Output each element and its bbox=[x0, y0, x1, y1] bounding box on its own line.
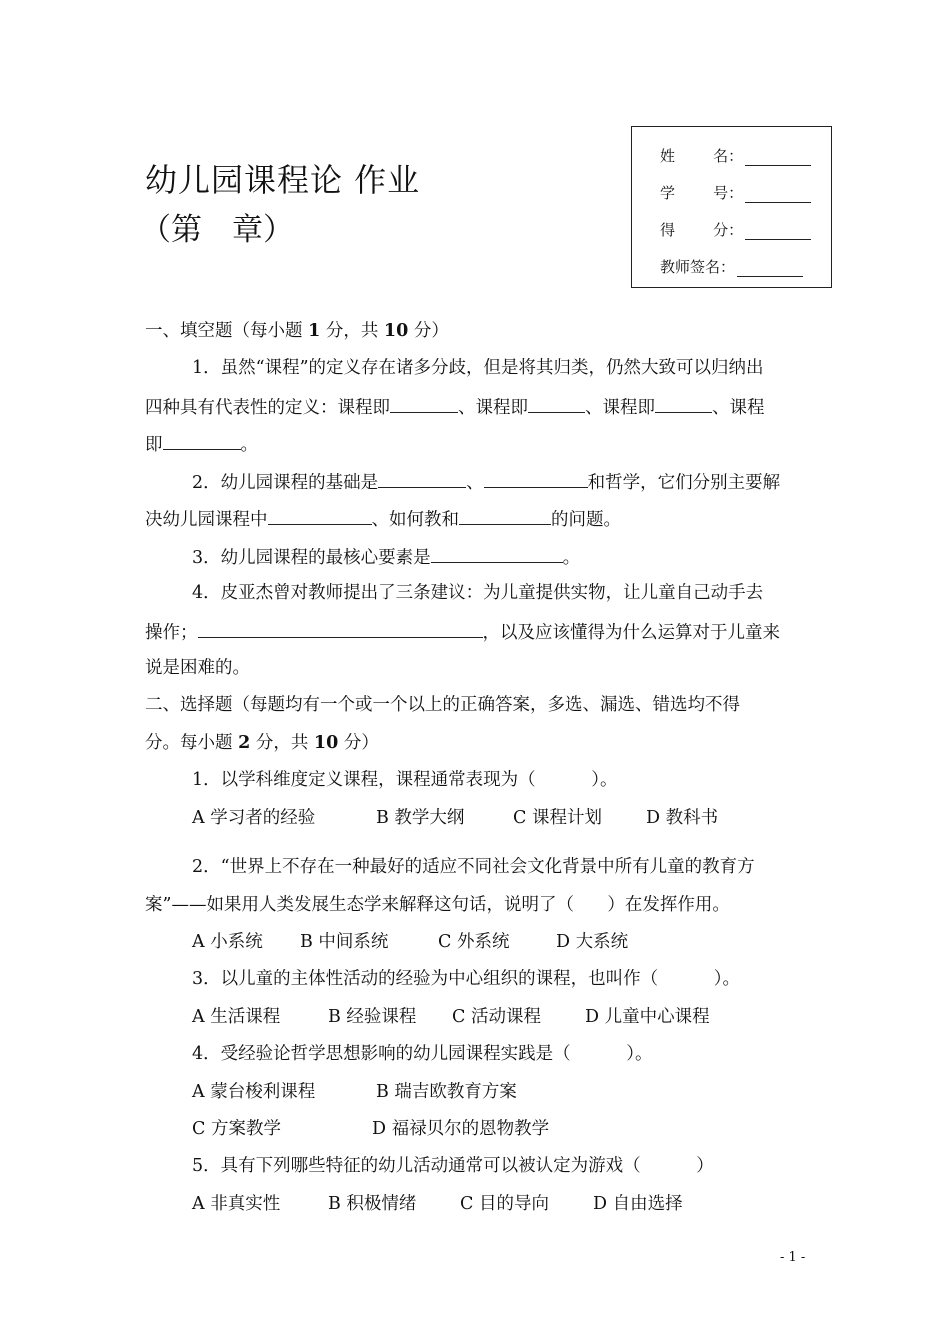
s1-q1-blank-4[interactable] bbox=[163, 432, 241, 450]
s1-q1-text-f: 。 bbox=[240, 435, 258, 455]
s1-q2-text-a: 2．幼儿园课程的基础是 bbox=[192, 473, 379, 493]
page-title: 幼儿园课程论 作业 bbox=[145, 161, 421, 199]
s2-q4-option-b[interactable]: B 瑞吉欧教育方案 bbox=[376, 1082, 517, 1102]
s1-q2-text-e: 、如何教和 bbox=[371, 510, 459, 530]
s2-q5-option-a[interactable]: A 非真实性 bbox=[192, 1194, 281, 1214]
s2-q4-option-a[interactable]: A 蒙台梭利课程 bbox=[192, 1082, 316, 1102]
section1-per-score: 1 bbox=[308, 321, 321, 341]
s1-q4-blank-1[interactable] bbox=[198, 620, 483, 638]
s2-q2-option-c[interactable]: C 外系统 bbox=[438, 932, 510, 952]
s1-q2-text-f: 的问题。 bbox=[551, 510, 621, 530]
s1-q1-text-d: 、课程 bbox=[712, 398, 765, 418]
section1-heading-mid: 分，共 bbox=[320, 321, 384, 341]
s2-q5-stem: 5．具有下列哪些特征的幼儿活动通常可以被认定为游戏（ ） bbox=[192, 1156, 714, 1176]
s1-q2-blank-4[interactable] bbox=[459, 507, 551, 525]
s1-q2-line1 bbox=[192, 470, 780, 494]
s2-q2-option-b[interactable]: B 中间系统 bbox=[300, 932, 389, 952]
s1-q1-text-a: 四种具有代表性的定义：课程即 bbox=[145, 398, 390, 418]
s2-q1-option-a[interactable]: A 学习者的经验 bbox=[192, 808, 316, 828]
s2-q1-option-c[interactable]: C 课程计划 bbox=[513, 808, 602, 828]
s2-q4-option-c[interactable]: C 方案教学 bbox=[192, 1119, 281, 1139]
s1-q2-text-c: 和哲学，它们分别主要解 bbox=[587, 473, 781, 493]
s1-q4-text-a: 操作； bbox=[145, 623, 198, 643]
s2-q2-stem-line1: 2．“世界上不存在一种最好的适应不同社会文化背景中所有儿童的教育方 bbox=[192, 857, 755, 877]
s2-q3-option-a[interactable]: A 生活课程 bbox=[192, 1007, 281, 1027]
section1-heading-end: 分） bbox=[408, 321, 449, 341]
section2-heading-end: 分） bbox=[338, 733, 379, 753]
s2-q1-option-b[interactable]: B 教学大纲 bbox=[376, 808, 465, 828]
s1-q3-line1 bbox=[192, 545, 580, 569]
s1-q1-blank-1[interactable] bbox=[390, 395, 458, 413]
s2-q2-option-d[interactable]: D 大系统 bbox=[556, 932, 629, 952]
s1-q4-text-b: ，以及应该懂得为什么运算对于儿童来 bbox=[482, 623, 780, 643]
s2-q3-option-d[interactable]: D 儿童中心课程 bbox=[585, 1007, 710, 1027]
score-blank[interactable] bbox=[745, 223, 811, 240]
s1-q1-blank-2[interactable] bbox=[528, 395, 585, 413]
section2-heading-mid: 分，共 bbox=[250, 733, 314, 753]
s2-q3-option-b[interactable]: B 经验课程 bbox=[328, 1007, 417, 1027]
s1-q1-line1: 1．虽然“课程”的定义存在诸多分歧，但是将其归类，仍然大致可以归纳出 bbox=[192, 358, 764, 378]
s1-q2-blank-1[interactable] bbox=[378, 470, 466, 488]
s2-q3-stem: 3．以儿童的主体性活动的经验为中心组织的课程，也叫作（ ）。 bbox=[192, 969, 741, 989]
s1-q1-line3 bbox=[145, 432, 258, 456]
s2-q1-stem: 1．以学科维度定义课程，课程通常表现为（ ）。 bbox=[192, 770, 618, 790]
chapter-label bbox=[140, 204, 294, 249]
s1-q2-text-d: 决幼儿园课程中 bbox=[145, 510, 268, 530]
s1-q4-line1: 4．皮亚杰曾对教师提出了三条建议：为儿童提供实物，让儿童自己动手去 bbox=[192, 583, 764, 603]
section2-total-score: 10 bbox=[313, 733, 339, 753]
s2-q2-option-a[interactable]: A 小系统 bbox=[192, 932, 263, 952]
s2-q1-option-d[interactable]: D 教科书 bbox=[646, 808, 719, 828]
s1-q3-text-a: 3．幼儿园课程的最核心要素是 bbox=[192, 548, 431, 568]
score-label: 得 分： bbox=[660, 221, 744, 239]
s1-q2-text-b: 、 bbox=[466, 473, 484, 493]
s1-q4-line3: 说是困难的。 bbox=[145, 658, 250, 678]
student-id-label: 学 号： bbox=[660, 184, 744, 202]
section2-heading-line2 bbox=[145, 732, 379, 754]
student-id-blank[interactable] bbox=[745, 186, 811, 203]
section2-heading-line1: 二、选择题（每题均有一个或一个以上的正确答案，多选、漏选、错选均不得 bbox=[145, 695, 740, 715]
page-number: - 1 - bbox=[780, 1250, 806, 1265]
s1-q3-text-b: 。 bbox=[562, 548, 581, 568]
teacher-sign-label: 教师签名： bbox=[660, 258, 736, 276]
section1-heading bbox=[145, 320, 449, 342]
teacher-sign-row bbox=[660, 256, 803, 277]
s1-q2-line2 bbox=[145, 507, 621, 531]
s1-q1-text-c: 、课程即 bbox=[585, 398, 655, 418]
chapter-close: 章） bbox=[232, 212, 294, 248]
s2-q4-option-d[interactable]: D 福禄贝尔的恩物教学 bbox=[372, 1119, 550, 1139]
section2-heading-text: 分。每小题 bbox=[145, 733, 239, 753]
name-label: 姓 名： bbox=[660, 147, 744, 165]
score-row bbox=[660, 219, 811, 240]
chapter-open: （第 bbox=[140, 212, 202, 248]
student-id-row bbox=[660, 182, 811, 203]
s1-q3-blank-1[interactable] bbox=[431, 545, 563, 563]
s1-q2-blank-2[interactable] bbox=[484, 470, 588, 488]
s1-q1-text-e: 即 bbox=[145, 435, 163, 455]
s1-q1-line2 bbox=[145, 395, 765, 419]
s1-q2-blank-3[interactable] bbox=[268, 507, 372, 525]
s2-q2-stem-line2: 案”——如果用人类发展生态学来解释这句话，说明了（ ）在发挥作用。 bbox=[145, 895, 730, 915]
s2-q5-option-d[interactable]: D 自由选择 bbox=[593, 1194, 683, 1214]
section1-total-score: 10 bbox=[383, 321, 409, 341]
student-info-box bbox=[631, 126, 832, 288]
s1-q1-text-b: 、课程即 bbox=[458, 398, 528, 418]
section2-per-score: 2 bbox=[238, 733, 251, 753]
name-blank[interactable] bbox=[745, 149, 811, 166]
name-row bbox=[660, 145, 811, 166]
s2-q3-option-c[interactable]: C 活动课程 bbox=[452, 1007, 541, 1027]
s1-q4-line2 bbox=[145, 620, 780, 644]
s2-q4-stem: 4．受经验论哲学思想影响的幼儿园课程实践是（ ）。 bbox=[192, 1044, 653, 1064]
s2-q5-option-c[interactable]: C 目的导向 bbox=[460, 1194, 549, 1214]
teacher-sign-blank[interactable] bbox=[737, 260, 803, 277]
section1-heading-text: 一、填空题（每小题 bbox=[145, 321, 309, 341]
s2-q5-option-b[interactable]: B 积极情绪 bbox=[328, 1194, 417, 1214]
s1-q1-blank-3[interactable] bbox=[655, 395, 712, 413]
